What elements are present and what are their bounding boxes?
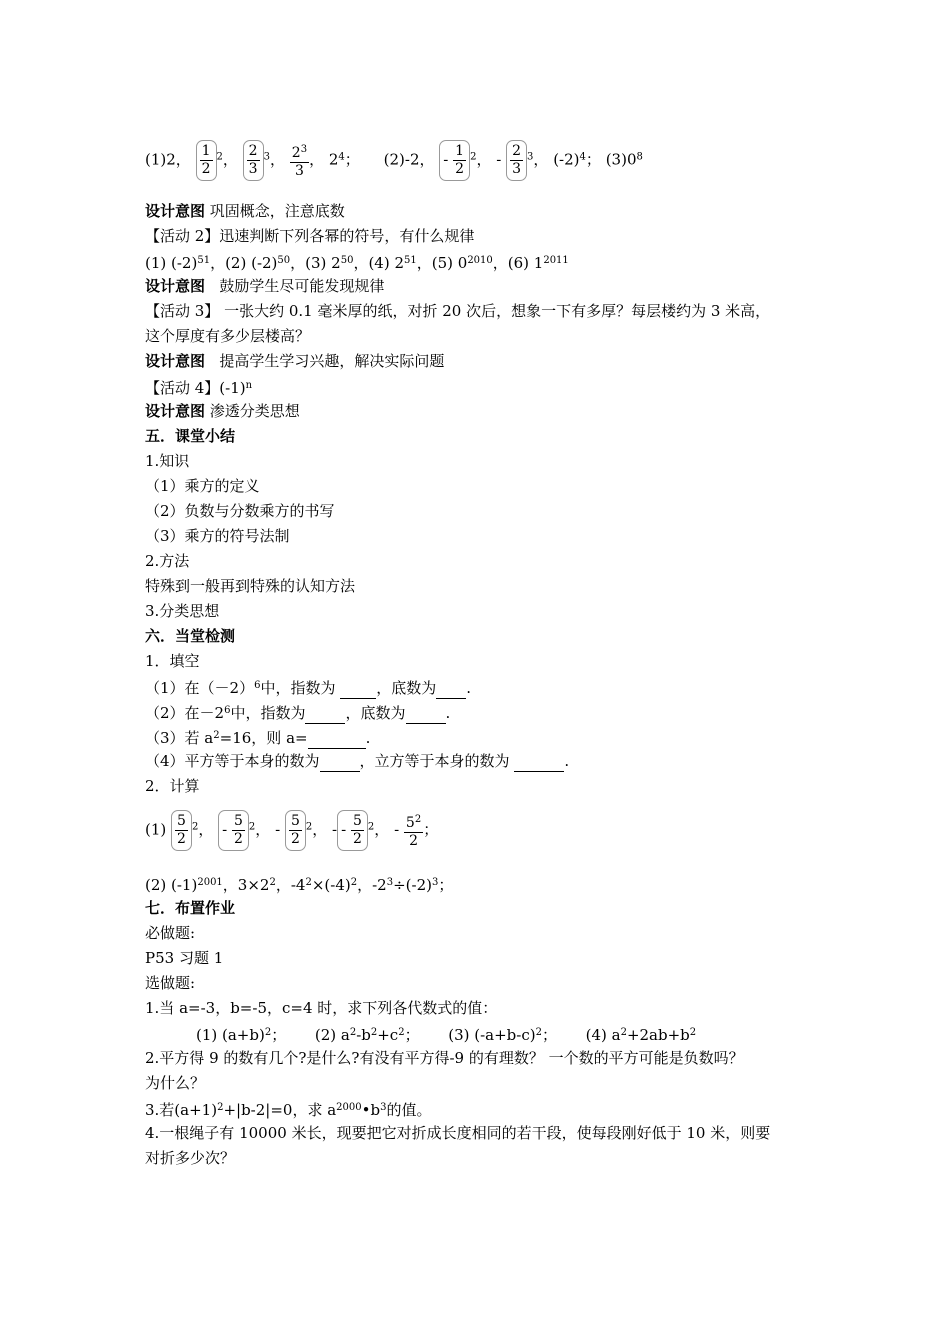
text-line: 特殊到一般再到特殊的认知方法 — [145, 577, 356, 595]
exponent: 2 — [248, 821, 256, 833]
fill-blank-4 — [145, 751, 569, 772]
label: 设计意图 — [145, 202, 206, 220]
denominator: 2 — [233, 831, 243, 847]
fraction — [404, 811, 423, 850]
text-line: P53 习题 1 — [145, 949, 224, 967]
text: ，(3) 2 — [290, 254, 341, 272]
minus-sign: - — [332, 820, 338, 839]
minus-sign: - — [222, 820, 228, 839]
exponent: 2 — [350, 877, 358, 888]
text: ； — [271, 1026, 287, 1044]
text: 2 — [291, 145, 301, 161]
text: ， — [476, 150, 492, 169]
exponent: 6 — [254, 680, 261, 691]
text: ； — [541, 1026, 557, 1044]
text: 提高学生学习兴趣，解决实际问题 — [219, 352, 445, 370]
exponent: 2 — [216, 151, 223, 163]
exponent: 51 — [404, 255, 417, 266]
text: ×(-4) — [311, 876, 351, 894]
answer-blank — [305, 703, 345, 724]
text-line: 1.知识 — [145, 452, 190, 470]
text: . — [564, 752, 570, 770]
text-line: 对折多少次？ — [145, 1149, 236, 1167]
text: 中，指数为 — [230, 704, 306, 722]
exponent: 3 — [431, 877, 439, 888]
answer-blank — [514, 751, 564, 772]
exercise-line-1 — [145, 140, 643, 181]
text: ； — [423, 820, 439, 839]
exponent: 4 — [338, 151, 345, 163]
text: (4) a — [585, 1026, 621, 1044]
section-heading: 六．当堂检测 — [145, 627, 236, 645]
paren-fraction — [171, 810, 192, 851]
activity-2-items — [145, 251, 569, 273]
text: (1)2， — [145, 150, 191, 169]
exponent: 2 — [370, 1027, 378, 1038]
text-line: 必做题: — [145, 924, 196, 942]
fill-blank-2 — [145, 701, 450, 724]
minus-sign: - — [341, 820, 347, 839]
sub-items-line — [196, 1023, 696, 1045]
text: (1) (-2) — [145, 254, 198, 272]
exponent: 2 — [305, 877, 312, 888]
text: ，(6) 1 — [492, 254, 544, 272]
text: 5 — [405, 815, 415, 831]
calc-line-1 — [145, 810, 438, 851]
denominator: 2 — [352, 831, 362, 847]
activity-2 — [145, 226, 474, 246]
text: 【活动 4】(-1) — [145, 379, 246, 397]
paren-fraction — [337, 810, 368, 851]
text: ，3×2 — [222, 876, 270, 894]
activity-4 — [145, 376, 252, 398]
text: ，底数为 — [376, 679, 437, 697]
text: ， — [374, 820, 390, 839]
activity-3 — [145, 301, 770, 321]
text: =16，则 a= — [219, 729, 308, 747]
numerator: 5 — [233, 813, 243, 829]
numerator: 2 — [248, 143, 258, 159]
text: ÷(-2) — [393, 876, 432, 894]
text: ，(2) (-2) — [210, 254, 278, 272]
numerator — [404, 811, 423, 832]
exponent: 2 — [217, 1102, 224, 1113]
denominator: 3 — [248, 161, 258, 177]
text: ； — [438, 876, 454, 894]
text: ， — [255, 820, 271, 839]
exponent: 3 — [386, 877, 394, 888]
text-line: 1．填空 — [145, 652, 200, 670]
exponent: 2 — [414, 814, 422, 825]
numerator: 5 — [352, 813, 362, 829]
text-line: 2.方法 — [145, 552, 190, 570]
paren-fraction — [285, 810, 306, 851]
text: (2)-2， — [383, 150, 435, 169]
text: 这个厚度有多少层楼高？ — [145, 327, 311, 345]
text: ； — [404, 1026, 420, 1044]
answer-blank — [436, 678, 466, 699]
exponent: 50 — [340, 255, 354, 266]
text: +c — [377, 1026, 399, 1044]
text: ， — [312, 820, 328, 839]
paren-fraction — [196, 140, 217, 181]
exponent: 3 — [263, 151, 270, 163]
text: (2) (-1) — [145, 876, 198, 894]
text: 2 — [328, 150, 339, 169]
text: ，(5) 0 — [416, 254, 468, 272]
text: . — [445, 704, 451, 722]
design-intent-line — [145, 201, 345, 221]
text: 的值。 — [386, 1101, 432, 1119]
text: ，-4 — [275, 876, 306, 894]
text: （3）若 a — [145, 729, 214, 747]
exponent: 51 — [197, 255, 211, 266]
text: ； — [344, 150, 360, 169]
text-line: （1）乘方的定义 — [145, 477, 260, 495]
text-line: 3.分类思想 — [145, 602, 220, 620]
exponent: 3 — [300, 144, 308, 155]
denominator: 2 — [455, 161, 465, 177]
text-line: （3）乘方的符号法制 — [145, 527, 290, 545]
minus-sign: - — [496, 150, 502, 169]
text-line: 选做题: — [145, 974, 196, 992]
text: (3)0 — [605, 150, 637, 169]
numerator: 2 — [512, 143, 522, 159]
exponent: 2001 — [197, 877, 223, 888]
exponent: 2 — [264, 1027, 272, 1038]
section-heading: 五．课堂小结 — [145, 427, 236, 445]
text: ，-2 — [357, 876, 387, 894]
exponent: 2 — [191, 821, 199, 833]
text-line: 2.平方得 9 的数有几个?是什么?有没有平方得-9 的有理数？ 一个数的平方可能是负数吗？ — [145, 1049, 744, 1067]
answer-blank — [320, 751, 360, 772]
paren-fraction — [506, 140, 527, 181]
text: 【活动 2】迅速判断下列各幂的符号，有什么规律 — [145, 227, 475, 245]
paren-fraction — [243, 140, 264, 181]
text: +|b-2|=0，求 a — [223, 1101, 337, 1119]
label: 设计意图 — [145, 402, 206, 420]
text: •b — [361, 1101, 381, 1119]
numerator: 5 — [177, 813, 186, 829]
text: -b — [356, 1026, 371, 1044]
fraction — [290, 141, 309, 180]
answer-blank — [406, 703, 446, 724]
calc-line-2 — [145, 873, 453, 895]
denominator: 3 — [512, 161, 522, 177]
text: 中，指数为 — [260, 679, 341, 697]
exponent: 2 — [689, 1027, 697, 1038]
exponent: 2 — [269, 877, 276, 888]
text: (-2) — [553, 150, 580, 169]
answer-blank — [308, 728, 366, 749]
design-intent-line — [145, 276, 384, 296]
label: 设计意图 — [145, 277, 206, 295]
denominator: 2 — [290, 831, 300, 847]
numerator: 5 — [290, 813, 300, 829]
exponent: 2011 — [543, 255, 569, 266]
exponent: 2000 — [336, 1102, 362, 1113]
text-line: 为什么？ — [145, 1074, 206, 1092]
text: ， — [269, 150, 285, 169]
fill-blank-1 — [145, 676, 471, 699]
exponent: 2 — [349, 1027, 357, 1038]
numerator — [290, 141, 309, 162]
fill-blank-3 — [145, 726, 370, 749]
text: 鼓励学生尽可能发现规律 — [219, 277, 385, 295]
exponent: 2 — [305, 821, 313, 833]
text: (3) (-a+b-c) — [448, 1026, 536, 1044]
section-heading: 七．布置作业 — [145, 899, 236, 917]
denominator: 2 — [201, 161, 211, 177]
exponent: 3 — [527, 151, 534, 163]
exponent: 2 — [367, 821, 375, 833]
text: . — [365, 729, 371, 747]
exponent: 6 — [224, 705, 231, 716]
text: ； — [585, 150, 601, 169]
text: （1）在（－2） — [145, 679, 255, 697]
text: ，立方等于本身的数为 — [359, 752, 515, 770]
text: (2) a — [314, 1026, 350, 1044]
exponent: n — [245, 380, 253, 391]
exponent: 8 — [636, 151, 643, 163]
text: （4）平方等于本身的数为 — [145, 752, 320, 770]
text-line: （2）负数与分数乘方的书写 — [145, 502, 335, 520]
text: ， — [198, 820, 214, 839]
text: ，(4) 2 — [353, 254, 405, 272]
text: 巩固概念，注意底数 — [209, 202, 345, 220]
text: (1) — [145, 820, 167, 839]
question-3 — [145, 1098, 431, 1120]
exponent: 2010 — [467, 255, 493, 266]
text: 渗透分类思想 — [209, 402, 300, 420]
design-intent-line — [145, 351, 444, 371]
design-intent-line — [145, 401, 300, 421]
exponent: 2 — [398, 1027, 405, 1038]
activity-3-cont — [145, 326, 310, 346]
text: 【活动 3】 一张大约 0.1 毫米厚的纸，对折 20 次后，想象一下有多厚？每层楼约为 3 米高， — [145, 302, 771, 320]
text: ， — [533, 150, 549, 169]
text-line: 2．计算 — [145, 777, 200, 795]
denominator: 2 — [404, 832, 423, 850]
minus-sign: - — [394, 820, 400, 839]
answer-blank — [340, 678, 376, 699]
denominator: 3 — [290, 162, 309, 180]
exponent: 2 — [213, 730, 220, 741]
exponent: 4 — [579, 151, 586, 163]
text: +2ab+b — [626, 1026, 690, 1044]
text-line: 1.当 a=-3，b=-5，c=4 时，求下列各代数式的值： — [145, 999, 498, 1017]
text-line: 4.一根绳子有 10000 米长，现要把它对折成长度相同的若干段，使每段刚好低于 10 米，则要 — [145, 1124, 771, 1142]
exponent: 3 — [380, 1102, 387, 1113]
exponent: 2 — [470, 151, 477, 163]
text: （2）在－2 — [145, 704, 225, 722]
text: ，底数为 — [345, 704, 406, 722]
minus-sign: - — [275, 820, 281, 839]
text: (1) (a+b) — [196, 1026, 265, 1044]
numerator: 1 — [201, 143, 211, 159]
minus-sign: - — [443, 150, 449, 169]
exponent: 50 — [277, 255, 291, 266]
text: 3.若(a+1) — [145, 1101, 218, 1119]
numerator: 1 — [455, 143, 465, 159]
paren-fraction — [439, 140, 470, 181]
denominator: 2 — [177, 831, 186, 847]
paren-fraction — [218, 810, 249, 851]
text: ， — [222, 150, 238, 169]
label: 设计意图 — [145, 352, 206, 370]
text: . — [466, 679, 472, 697]
exponent: 2 — [535, 1027, 542, 1038]
exponent: 2 — [620, 1027, 627, 1038]
text: ， — [309, 150, 325, 169]
